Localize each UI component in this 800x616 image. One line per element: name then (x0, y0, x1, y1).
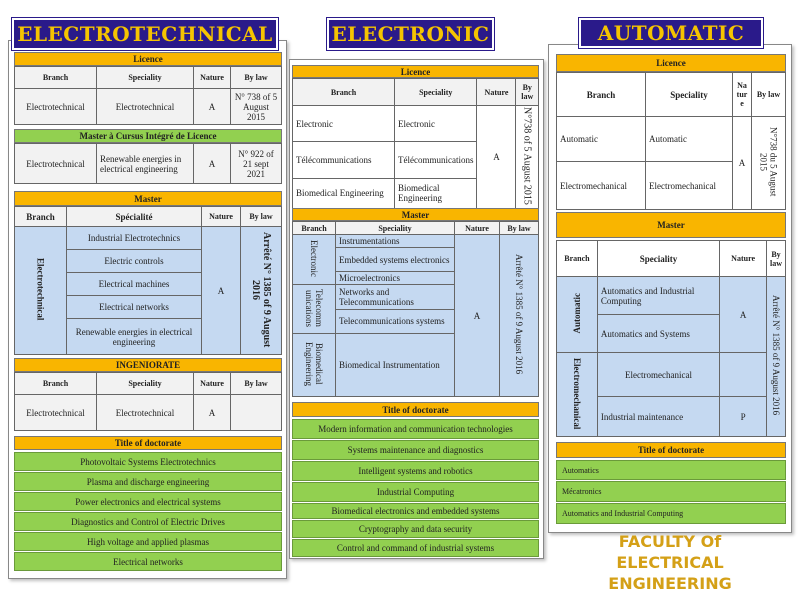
master-law-label: Arrêté N° 1385 of 9 August 2016 (771, 295, 781, 416)
master-speciality: Industrial maintenance (597, 397, 719, 437)
header-speciality: Speciality (395, 79, 477, 106)
integre-law: N° 922 of 21 sept 2021 (231, 144, 282, 184)
doctorate-item: Electrical networks (14, 552, 282, 571)
right-doctorate-bar: Title of doctorate (556, 442, 786, 458)
master-law-label: Arrêté N° 1385 of 9 August 2016 (514, 254, 524, 375)
left-master-bar: Master (14, 191, 282, 206)
left-licence-bar: Licence (14, 52, 282, 66)
master-branch (293, 285, 336, 334)
master-nature: P (720, 397, 767, 437)
master-branch-label: Electromechanical (571, 357, 582, 430)
licence-branch: Télécommunications (293, 142, 395, 178)
doctorate-item: Mécatronics (556, 481, 786, 502)
master-speciality: Biomedical Instrumentation (336, 334, 455, 397)
faculty-logo-text (570, 531, 770, 594)
left-integre-table (14, 143, 282, 184)
doctorate-item: Cryptography and data security (292, 520, 539, 538)
integre-nature: A (194, 144, 231, 184)
automatic-heading: AUTOMATIC (579, 18, 763, 48)
doctorate-item: Automatics and Industrial Computing (556, 503, 786, 524)
header-bylaw: By law (516, 79, 539, 106)
header-speciality: Speciality (646, 73, 733, 117)
header-nature: Nature (477, 79, 516, 106)
left-ingeniorate-bar: INGENIORATE (14, 358, 282, 372)
ing-nature: A (194, 395, 231, 431)
master-speciality: Electrical machines (67, 273, 202, 296)
logo-line: FACULTY Of (618, 532, 722, 551)
doctorate-item: Power electronics and electrical systems (14, 492, 282, 511)
master-speciality: Automatics and Systems (597, 315, 719, 353)
licence-branch: Electrotechnical (15, 89, 97, 125)
master-speciality: Renewable energies in electrical engineering (67, 319, 202, 355)
logo-line: ENGINEERING (608, 574, 732, 593)
header-branch: Branch (557, 73, 646, 117)
licence-speciality: Electrotechnical (97, 89, 194, 125)
master-branch (557, 277, 598, 353)
master-branch-label: Automatic (571, 293, 582, 334)
licence-nature: A (194, 89, 231, 125)
licence-branch: Automatic (557, 117, 646, 162)
logo-line: ELECTRICAL (616, 553, 724, 572)
master-branch-label: Electrotechnical (35, 258, 46, 321)
header-speciality: Spécialité (67, 207, 202, 227)
doctorate-item: Intelligent systems and robotics (292, 461, 539, 481)
licence-law-label: N°738 of 5 August 2015 (521, 107, 533, 205)
master-branch (15, 227, 67, 355)
licence-branch: Biomedical Engineering (293, 178, 395, 208)
integre-speciality: Renewable energies in electrical engineering (97, 144, 194, 184)
mid-doctorate-bar: Title of doctorate (292, 402, 539, 417)
ing-law (231, 395, 282, 431)
master-law-label: Arrêté N° 1385 of 9 August 2016 (250, 231, 272, 348)
header-nature: Nature (455, 222, 500, 235)
master-nature: A (455, 235, 500, 397)
ing-speciality: Electrotechnical (97, 395, 194, 431)
right-licence-table (556, 72, 786, 210)
licence-nature: A (477, 106, 516, 209)
mid-licence-table (292, 78, 539, 209)
licence-speciality: Electromechanical (646, 162, 733, 210)
master-speciality: Electric controls (67, 250, 202, 273)
master-speciality: Microelectronics (336, 272, 455, 285)
doctorate-item: Control and command of industrial systems (292, 539, 539, 557)
header-bylaw: By law (231, 67, 282, 89)
licence-law-label: N°738 du 5 August 2015 (758, 127, 779, 197)
master-speciality: Telecommunications systems (336, 309, 455, 334)
master-speciality: Electromechanical (597, 353, 719, 397)
licence-speciality: Electronic (395, 106, 477, 142)
doctorate-item: Systems maintenance and diagnostics (292, 440, 539, 460)
header-branch: Branch (15, 67, 97, 89)
licence-branch: Electronic (293, 106, 395, 142)
licence-speciality: Biomedical Engineering (395, 178, 477, 208)
doctorate-item: Automatics (556, 460, 786, 480)
licence-law (752, 117, 786, 210)
master-nature: A (720, 277, 767, 353)
doctorate-item: Photovoltaic Systems Electrotechnics (14, 452, 282, 471)
header-speciality: Speciality (336, 222, 455, 235)
master-speciality: Embedded systems electronics (336, 248, 455, 272)
left-integre-bar: Master à Cursus Intégré de Licence (14, 129, 282, 143)
doctorate-item: Modern information and communication technologies (292, 419, 539, 439)
doctorate-item: Diagnostics and Control of Electric Drives (14, 512, 282, 531)
doctorate-item: High voltage and applied plasmas (14, 532, 282, 551)
header-branch: Branch (293, 79, 395, 106)
header-branch: Branch (15, 207, 67, 227)
licence-law (516, 106, 539, 209)
master-branch-label: Electronic (309, 240, 319, 277)
header-speciality: Speciality (97, 67, 194, 89)
licence-branch: Electromechanical (557, 162, 646, 210)
electronic-heading: ELECTRONIC (327, 18, 494, 50)
master-branch (557, 353, 598, 437)
right-licence-bar: Licence (556, 54, 786, 72)
header-speciality: Speciality (597, 241, 719, 277)
master-branch-label: Telecomm unications (304, 289, 324, 327)
left-licence-table (14, 66, 282, 125)
right-doctorate-list (556, 460, 786, 524)
mid-master-table (292, 221, 539, 397)
doctorate-item: Plasma and discharge engineering (14, 472, 282, 491)
header-nature: Nature (194, 67, 231, 89)
master-law (500, 235, 539, 397)
master-branch (293, 235, 336, 285)
mid-doctorate-list (292, 419, 539, 557)
doctorate-item: Industrial Computing (292, 482, 539, 502)
master-law (767, 277, 786, 437)
electrotechnical-heading: ELECTROTECHNICAL (12, 18, 278, 50)
integre-branch: Electrotechnical (15, 144, 97, 184)
master-branch-label: Biomedical Engineering (304, 342, 324, 386)
master-speciality: Industrial Electrotechnics (67, 227, 202, 250)
master-law (241, 227, 282, 355)
master-speciality: Networks and Telecommunications (336, 285, 455, 310)
header-nature: Nature (202, 207, 241, 227)
licence-law: N° 738 of 5 August 2015 (231, 89, 282, 125)
header-bylaw: By law (752, 73, 786, 117)
licence-speciality: Automatic (646, 117, 733, 162)
header-nature: Nature (194, 373, 231, 395)
header-bylaw: By law (231, 373, 282, 395)
licence-nature: A (733, 117, 752, 210)
mid-licence-bar: Licence (292, 65, 539, 78)
header-bylaw: By law (241, 207, 282, 227)
header-speciality: Speciality (97, 373, 194, 395)
header-nature: Nature (720, 241, 767, 277)
master-speciality: Automatics and Industrial Computing (597, 277, 719, 315)
header-branch: Branch (557, 241, 598, 277)
ing-branch: Electrotechnical (15, 395, 97, 431)
mid-master-bar: Master (292, 208, 539, 221)
right-master-bar: Master (556, 212, 786, 238)
left-doctorate-bar: Title of doctorate (14, 436, 282, 450)
left-master-table (14, 206, 282, 355)
right-master-table (556, 240, 786, 437)
master-speciality: Instrumentations (336, 235, 455, 248)
header-branch: Branch (293, 222, 336, 235)
master-speciality: Electrical networks (67, 296, 202, 319)
header-bylaw: By law (500, 222, 539, 235)
master-nature (720, 353, 767, 397)
left-doctorate-list (14, 452, 282, 571)
licence-speciality: Télécommunications (395, 142, 477, 178)
header-nature: Nature (733, 73, 752, 117)
master-nature: A (202, 227, 241, 355)
doctorate-item: Biomedical electronics and embedded systems (292, 503, 539, 519)
header-bylaw: By law (767, 241, 786, 277)
master-branch (293, 334, 336, 397)
header-branch: Branch (15, 373, 97, 395)
left-ingeniorate-table (14, 372, 282, 431)
